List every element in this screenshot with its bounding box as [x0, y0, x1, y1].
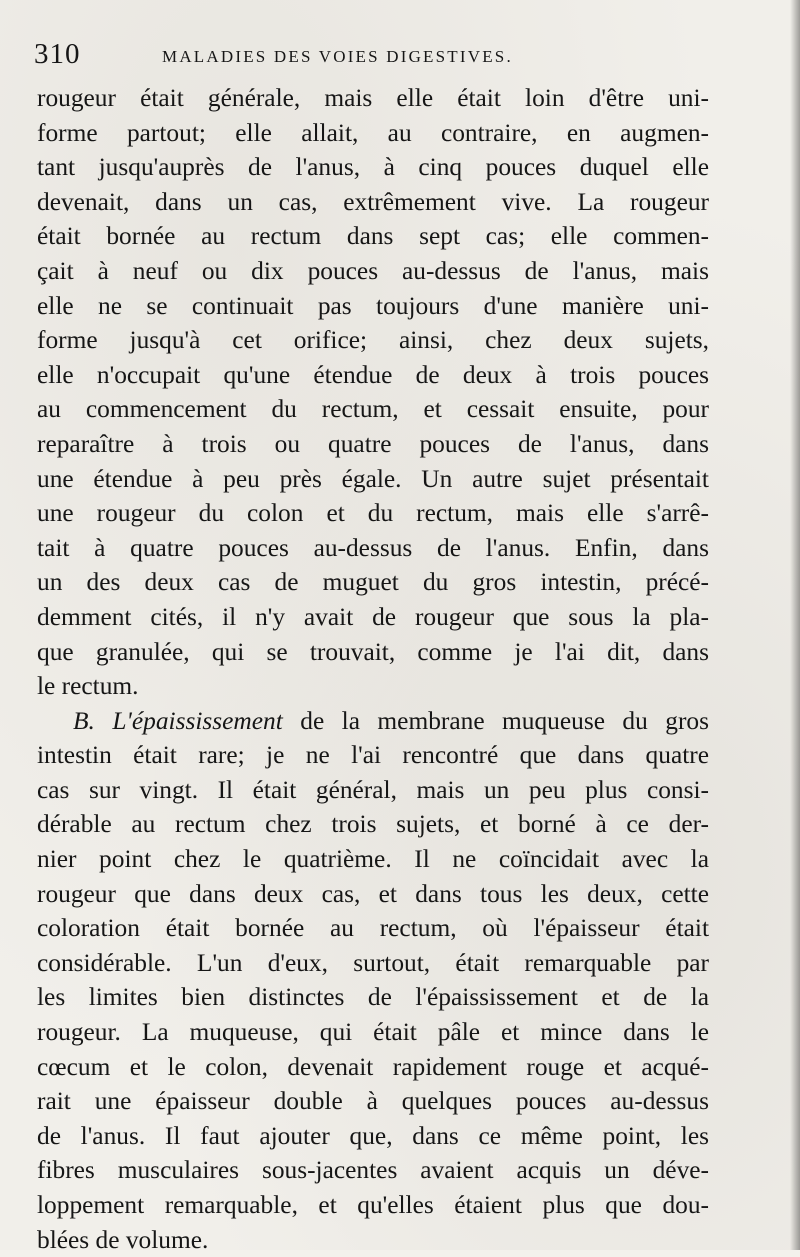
text-line: rait une épaisseur double à quelques pouces au-dessus — [37, 1087, 709, 1116]
text-line — [37, 704, 709, 739]
text-line: dérable au rectum chez trois sujets, et borné à ce der- — [37, 810, 709, 839]
page-header — [34, 38, 754, 74]
text-line: fibres musculaires sous-jacentes avaient acquis un déve- — [37, 1156, 709, 1185]
body-text — [37, 81, 709, 1257]
section-first-line-rest: de la membrane muqueuse du gros — [300, 706, 709, 735]
text-line: devenait, dans un cas, extrêmement vive. La rougeur — [37, 187, 709, 216]
text-line: considérable. L'un d'eux, surtout, était remarquable par — [37, 948, 709, 977]
section-label: B. — [73, 706, 95, 735]
text-line: au commencement du rectum, et cessait ensuite, pour — [37, 395, 709, 424]
text-line: çait à neuf ou dix pouces au-dessus de l'anus, mais — [37, 256, 709, 285]
text-line: un des deux cas de muguet du gros intestin, précé- — [37, 568, 709, 597]
text-line: le rectum. — [37, 672, 139, 701]
text-line: était bornée au rectum dans sept cas; elle commen- — [37, 222, 709, 251]
page-number: 310 — [34, 38, 81, 70]
text-line: cas sur vingt. Il était général, mais un peu plus consi- — [37, 775, 709, 804]
text-line: rougeur était générale, mais elle était loin d'être uni- — [37, 84, 709, 112]
text-line: elle ne se continuait pas toujours d'une manière uni- — [37, 291, 709, 320]
text-line: que granulée, qui se trouvait, comme je l'ai dit, dans — [37, 637, 709, 666]
section-term: L'épaississement — [112, 706, 283, 735]
text-line: loppement remarquable, et qu'elles étaient plus que dou- — [37, 1191, 709, 1219]
text-line: intestin était rare; je ne l'ai rencontré que dans quatre — [37, 741, 709, 770]
text-line: coloration était bornée au rectum, où l'épaisseur était — [37, 914, 709, 943]
paragraph-2 — [37, 704, 709, 1257]
text-line: une étendue à peu près égale. Un autre sujet présentait — [37, 464, 709, 493]
text-line: tait à quatre pouces au-dessus de l'anus. Enfin, dans — [37, 533, 709, 562]
text-line: elle n'occupait qu'une étendue de deux à trois pouces — [37, 360, 709, 389]
text-line: blées de volume. — [37, 1225, 209, 1254]
text-line: rougeur. La muqueuse, qui était pâle et mince dans le — [37, 1018, 709, 1047]
text-line: forme partout; elle allait, au contraire, en augmen- — [37, 118, 709, 147]
text-line: tant jusqu'auprès de l'anus, à cinq pouces duquel elle — [37, 153, 709, 182]
text-line: demment cités, il n'y avait de rougeur que sous la pla- — [37, 602, 709, 631]
text-line: rougeur que dans deux cas, et dans tous les deux, cette — [37, 879, 709, 908]
page-edge-shadow — [790, 0, 800, 1250]
text-line: nier point chez le quatrième. Il ne coïncidait avec la — [37, 845, 709, 874]
running-head: MALADIES DES VOIES DIGESTIVES. — [162, 47, 513, 66]
text-line: reparaître à trois ou quatre pouces de l'anus, dans — [37, 429, 709, 458]
text-line: les limites bien distinctes de l'épaississement et de la — [37, 983, 709, 1012]
text-line: forme jusqu'à cet orifice; ainsi, chez deux sujets, — [37, 326, 709, 355]
paragraph-1 — [37, 81, 709, 704]
text-line: une rougeur du colon et du rectum, mais elle s'arrê- — [37, 499, 709, 528]
text-line: cœcum et le colon, devenait rapidement rouge et acqué- — [37, 1052, 709, 1081]
text-line: de l'anus. Il faut ajouter que, dans ce même point, les — [37, 1121, 709, 1150]
